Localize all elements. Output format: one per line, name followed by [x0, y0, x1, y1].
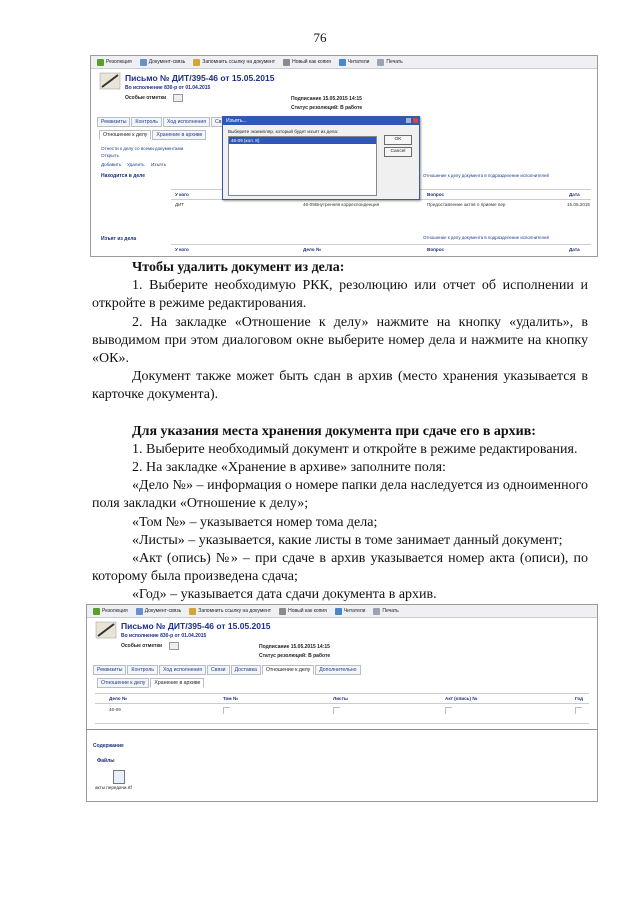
paragraph: «Дело №» – информация о номере папки дела наследуется из одноименного поля закладки «Отношение к делу»; — [92, 478, 588, 512]
heading-archive: Для указания места хранения документа при сдаче его в архив: — [132, 423, 536, 439]
toolbar-remember-link[interactable]: Запомнить ссылку на документ — [193, 59, 275, 66]
cell-case-number: 46-09 — [303, 202, 315, 207]
sheets-field[interactable] — [333, 707, 340, 714]
paragraph: 1. Выберите необходимую РКК, резолюцию или отчет об исполнении и откройте в режиме редактирования. — [92, 278, 588, 312]
action-withdraw[interactable]: Изъять — [151, 162, 167, 167]
files-label: Файлы — [97, 758, 115, 764]
column-date-2: Дата — [569, 247, 580, 252]
divider — [95, 693, 589, 694]
readers-icon — [335, 608, 342, 615]
help-icon[interactable] — [406, 118, 411, 123]
act-number-field[interactable] — [445, 707, 452, 714]
column-volume: Том № — [223, 696, 239, 701]
pen-icon — [99, 72, 121, 90]
list-item[interactable]: 46-09 (кол. 8) — [229, 137, 376, 144]
toolbar-resolution[interactable]: Резолюция — [97, 59, 132, 66]
toolbar — [87, 605, 597, 618]
action-open[interactable]: Открыть — [101, 153, 120, 158]
document-subtitle: Во исполнение 830-р от 01.04.2015 — [121, 633, 207, 639]
toolbar-print[interactable]: Печать — [377, 59, 402, 66]
resolution-icon — [93, 608, 100, 615]
year-field[interactable] — [575, 707, 582, 714]
paragraph: «Том №» – указывается номер тома дела; — [132, 514, 378, 530]
spacer — [92, 405, 588, 423]
sub-tabs — [99, 130, 207, 140]
file-icon[interactable] — [113, 770, 125, 784]
screenshot-archive-storage — [86, 604, 598, 802]
resolution-icon — [97, 59, 104, 66]
column-question: Вопрос — [427, 192, 445, 197]
action-delete[interactable]: Удалить — [127, 162, 145, 167]
bookmark-icon — [189, 608, 196, 615]
instructions-text — [92, 259, 588, 605]
divider — [171, 244, 591, 245]
sub-tabs — [97, 678, 205, 688]
dialog-prompt: Выберите экземпляр, который будет изъят из дела: — [228, 129, 339, 134]
signed-date: Подписание 15.05.2015 14:15 — [291, 96, 362, 102]
tab-progress[interactable]: Ход исполнения — [159, 665, 206, 675]
main-tabs — [93, 665, 362, 675]
column-date: Дата — [569, 192, 580, 197]
tab-requisites[interactable]: Реквизиты — [97, 117, 130, 127]
section-withdrawn: Изъят из дела — [101, 236, 137, 242]
cell-question: Предоставление актов о приеме пер — [427, 202, 506, 207]
toolbar — [91, 56, 597, 69]
divider — [95, 723, 589, 724]
cell-date: 15.05.2015 — [567, 202, 590, 207]
special-marks-dropdown[interactable] — [173, 94, 183, 102]
tab-control[interactable]: Контроль — [127, 665, 158, 675]
close-icon[interactable] — [413, 118, 418, 123]
paragraph: «Листы» – указывается, какие листы в томе занимает данный документ; — [132, 532, 563, 548]
subtab-archive[interactable]: Хранение в архиве — [150, 678, 204, 688]
tab-progress[interactable]: Ход исполнения — [163, 117, 210, 127]
screenshot-remove-from-case — [90, 55, 598, 257]
paragraph: «Акт (опись) №» – при сдаче в архив указывается номер акта (описи), по которому была произведена сдача; — [92, 551, 588, 585]
document-link-icon — [140, 59, 147, 66]
volume-field[interactable] — [223, 707, 230, 714]
tab-links[interactable]: Св — [211, 117, 226, 127]
resolution-status: Статус резолюций: В работе — [259, 653, 331, 659]
divider — [87, 729, 597, 730]
column-question-2: Вопрос — [427, 247, 445, 252]
propagate-link-1[interactable]: Отношение к делу документа в подразделение исполнителей — [423, 173, 549, 178]
dialog-titlebar: Изъять... — [223, 117, 419, 125]
content-label: Содержание — [93, 743, 124, 749]
withdraw-dialog — [222, 116, 420, 200]
signed-date: Подписание 15.05.2015 14:15 — [259, 644, 330, 650]
propagate-link-2[interactable]: Отношение к делу документа в подразделение исполнителей — [423, 235, 549, 240]
special-marks-label: Особые отметки — [121, 643, 163, 649]
column-year: Год — [575, 696, 584, 701]
document-link-icon — [136, 608, 143, 615]
toolbar-readers[interactable]: Читатели — [339, 59, 370, 66]
heading-remove: Чтобы удалить документ из дела: — [132, 260, 345, 275]
tab-additional[interactable]: Дополнительно — [315, 665, 360, 675]
main-tabs — [97, 117, 227, 127]
toolbar-new-copy[interactable]: Новый как копия — [283, 59, 331, 66]
printer-icon — [373, 608, 380, 615]
paragraph: 1. Выберите необходимый документ и откройте в режиме редактирования. — [132, 441, 578, 457]
case-listbox[interactable] — [228, 136, 377, 196]
column-who: У кого — [175, 192, 189, 197]
column-who-2: У кого — [175, 247, 189, 252]
cell-who: ДИТ — [175, 202, 185, 207]
toolbar-doc-link[interactable]: Документ-связь — [140, 59, 186, 66]
section-in-case: Находится в деле — [101, 173, 146, 179]
paragraph: 2. На закладке «Отношение к делу» нажмите на кнопку «удалить», в выводимом при этом диалоговом окне выберите номер дела и нажмите на кнопку «ОК». — [92, 314, 588, 367]
pen-icon — [95, 621, 117, 639]
paragraph: «Год» – указывается дата сдачи документа в архив. — [132, 587, 437, 603]
cell-case-name: Внутренняя корреспонденция — [315, 202, 380, 207]
document-title: Письмо № ДИТ/395-46 от 15.05.2015 — [121, 621, 271, 631]
tab-control[interactable]: Контроль — [131, 117, 162, 127]
toolbar-readers[interactable]: Читатели — [335, 608, 366, 615]
readers-icon — [339, 59, 346, 66]
subtab-case-relation[interactable]: Отношение к делу — [99, 130, 151, 140]
copy-icon — [279, 608, 286, 615]
toolbar-new-copy[interactable]: Новый как копия — [279, 608, 327, 615]
subtab-case-relation[interactable]: Отношение к делу — [97, 678, 149, 688]
action-add[interactable]: Добавить — [101, 162, 122, 167]
column-case-number: Дело № — [109, 696, 127, 701]
toolbar-doc-link[interactable]: Документ-связь — [136, 608, 182, 615]
resolution-status: Статус резолюций: В работе — [291, 105, 363, 111]
cancel-button[interactable]: Cancel — [384, 147, 412, 157]
column-act-number: Акт (опись) № — [445, 696, 478, 701]
file-name[interactable]: акты передачи.rtf — [95, 785, 132, 790]
special-marks-label: Особые отметки — [125, 95, 167, 101]
tab-delivery[interactable]: Доставка — [231, 665, 261, 675]
action-assign-all[interactable]: Отнести к делу со всеми документами — [101, 146, 184, 151]
toolbar-remember-link[interactable]: Запомнить ссылку на документ — [189, 608, 271, 615]
ok-button[interactable]: OK — [384, 135, 412, 145]
tab-requisites[interactable]: Реквизиты — [93, 665, 126, 675]
document-title: Письмо № ДИТ/395-46 от 15.05.2015 — [125, 73, 275, 83]
document-subtitle: Во исполнение 830-р от 01.04.2015 — [125, 85, 211, 91]
paragraph: 2. На закладке «Хранение в архиве» заполните поля: — [132, 460, 446, 476]
divider — [95, 703, 589, 704]
paragraph: Документ также может быть сдан в архив (место хранения указывается в карточке документа). — [92, 369, 588, 403]
cell-case-number: 46-09 — [109, 707, 121, 712]
column-case-number-2: Дело № — [303, 247, 321, 252]
tab-links[interactable]: Связи — [207, 665, 230, 675]
toolbar-print[interactable]: Печать — [373, 608, 398, 615]
copy-icon — [283, 59, 290, 66]
tab-case-relation[interactable]: Отношение к делу — [262, 665, 314, 675]
bookmark-icon — [193, 59, 200, 66]
page-number: 76 — [313, 30, 327, 45]
subtab-archive[interactable]: Хранение в архиве — [152, 130, 206, 140]
special-marks-dropdown[interactable] — [169, 642, 179, 650]
column-sheets: Листы — [333, 696, 348, 701]
printer-icon — [377, 59, 384, 66]
toolbar-resolution[interactable]: Резолюция — [93, 608, 128, 615]
